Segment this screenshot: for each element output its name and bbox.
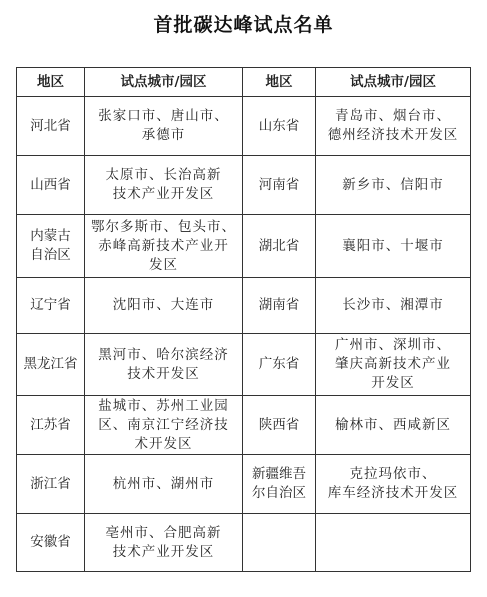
table-row — [17, 455, 471, 514]
table-row — [17, 215, 471, 278]
region-cell: 湖北省 — [243, 215, 316, 278]
region-cell: 辽宁省 — [17, 278, 85, 334]
city-cell: 亳州市、合肥高新 技术产业开发区 — [85, 514, 243, 572]
region-cell: 河南省 — [243, 156, 316, 215]
table-row — [17, 334, 471, 396]
table-row — [17, 396, 471, 455]
region-cell — [243, 514, 316, 572]
region-cell: 江苏省 — [17, 396, 85, 455]
table-row — [17, 514, 471, 572]
city-cell: 张家口市、唐山市、 承德市 — [85, 97, 243, 156]
city-cell: 新乡市、信阳市 — [316, 156, 471, 215]
header-region-left: 地区 — [17, 68, 85, 97]
city-cell: 长沙市、湘潭市 — [316, 278, 471, 334]
region-cell: 内蒙古 自治区 — [17, 215, 85, 278]
city-cell: 盐城市、苏州工业园 区、南京江宁经济技 术开发区 — [85, 396, 243, 455]
city-cell: 太原市、长治高新 技术产业开发区 — [85, 156, 243, 215]
page-title: 首批碳达峰试点名单 — [153, 14, 334, 36]
city-cell: 沈阳市、大连市 — [85, 278, 243, 334]
region-cell: 山东省 — [243, 97, 316, 156]
city-cell: 杭州市、湖州市 — [85, 455, 243, 514]
city-cell: 黑河市、哈尔滨经济 技术开发区 — [85, 334, 243, 396]
region-cell: 黑龙江省 — [17, 334, 85, 396]
city-cell — [316, 514, 471, 572]
table-row — [17, 278, 471, 334]
region-cell: 陕西省 — [243, 396, 316, 455]
region-cell: 湖南省 — [243, 278, 316, 334]
region-cell: 浙江省 — [17, 455, 85, 514]
table-row — [17, 97, 471, 156]
region-cell: 广东省 — [243, 334, 316, 396]
table-header-row — [17, 68, 471, 97]
city-cell: 克拉玛依市、 库车经济技术开发区 — [316, 455, 471, 514]
region-cell: 山西省 — [17, 156, 85, 215]
header-city-right: 试点城市/园区 — [316, 68, 471, 97]
region-cell: 河北省 — [17, 97, 85, 156]
city-cell: 榆林市、西咸新区 — [316, 396, 471, 455]
header-city-left: 试点城市/园区 — [85, 68, 243, 97]
pilot-list-table — [16, 67, 471, 572]
header-region-right: 地区 — [243, 68, 316, 97]
city-cell: 鄂尔多斯市、包头市、 赤峰高新技术产业开 发区 — [85, 215, 243, 278]
region-cell: 新疆维吾 尔自治区 — [243, 455, 316, 514]
region-cell: 安徽省 — [17, 514, 85, 572]
city-cell: 襄阳市、十堰市 — [316, 215, 471, 278]
table-row — [17, 156, 471, 215]
city-cell: 青岛市、烟台市、 德州经济技术开发区 — [316, 97, 471, 156]
city-cell: 广州市、深圳市、 肇庆高新技术产业 开发区 — [316, 334, 471, 396]
